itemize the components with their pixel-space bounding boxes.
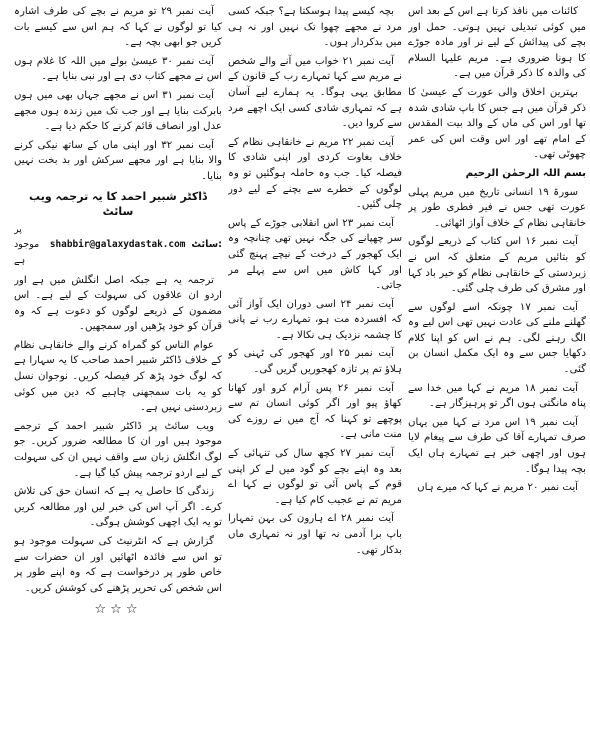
paragraph: بچہ کیسے پیدا ہوسکتا ہے؟ جبکہ کسی مرد نے مجھے چھوا تک نہیں اور نہ ہی میں بدکردار ہوں۔ [228,6,402,49]
column-left [14,4,222,754]
website-line [14,222,222,269]
paragraph: ترجمہ یہ ہے جبکہ اصل انگلش میں ہے اور اردو ان علاقوں کی سہولت کے لیے ہے۔ اس مضمون کے ذریعے لوگوں کو دعوت ہے کہ وہ قرآن کو خود پڑھیں اور سمجھیں۔ [14,274,222,333]
paragraph: زندگی کا حاصل یہ ہے کہ انسان حق کی تلاش کرے۔ اگر آپ اس کی خبر لیں اور مطالعہ کریں تو یہ ایک اچھی کوشش ہوگی۔ [14,486,222,529]
paragraph: سورۃ ۱۹ انسانی تاریخ میں مریم پہلی عورت تھی جس نے فیر فطری طور پر خانقاہی نظام کے خلاف آواز اٹھائی۔ [408,186,586,229]
paragraph: کائنات میں نافذ کرتا ہے اس کے بعد اس میں کوئی تبدیلی نہیں ہوتی۔ حمل اور بچے کی پیدائش کے لیے نر اور مادہ جوڑے کا ہونا ضروری ہے۔ مریم علیہا السلام کی والدہ کا ذکر قرآن میں ہے۔ [408,6,586,80]
verse-paragraph: آیت نمبر ۱۶ اس کتاب کے ذریعے لوگوں کو بتائیں مریم کے متعلق کہ اس نے زبردستی کے خانقاہی نظام کو خیر باد کہا اور مشرق کی طرف چلی گئی۔ [408,236,586,295]
paragraph: گزارش ہے کہ انٹرنیٹ کی سہولت موجود ہو تو اس سے فائدہ اٹھائیں اور ان حضرات سے خاص طور پر درخواست ہے کہ وہ اپنے طور پر اس شخص کی تحریر پڑھنے کی کوشش کریں۔ [14,536,222,594]
verse-paragraph: آیت نمبر ۲۶ پس آرام کرو اور کھانا کھاؤ پیو اور اگر کوئی انسان تم سے پوچھے تو کہنا کہ آج میں نے روزے کی منت مانی ہے۔ [228,382,402,441]
verse-paragraph: آیت نمبر ۲۰ مریم نے کہا کہ میرے ہاں [417,482,578,494]
verse-paragraph: آیت نمبر ۳۰ عیسیٰ بولے میں اللہ کا غلام ہوں اس نے مجھے کتاب دی ہے اور نبی بنایا ہے۔ [14,55,222,83]
verse-paragraph: آیت نمبر ۲۳ اس انقلابی جوڑے کے پاس سر چھپانے کی جگہ نہیں تھی چنانچہ وہ ایک کھجور کے درخت کے نیچے پہنچ گئی اور کہا کاش میں اس سے پہلے مر جاتی۔ [228,217,402,292]
column-middle [228,4,402,754]
paragraph: عوام الناس کو گمراہ کرنے والے خانقاہی نظام کے خلاف ڈاکٹر شبیر احمد صاحب کا یہ سہارا ہے کہ لوگ خود پڑھ کر فیصلہ کریں۔ نوجوان نسل کو یہ بات سمجھنی چاہیے کہ دین میں کوئی زبردستی نہیں ہے۔ [14,339,222,414]
paragraph: بہترین اخلاق والی عورت کے عیسیٰ کا ذکر قرآن میں ہے جس کا باپ شادی شدہ تھا اور اس کی ماں کے والد بیت المقدس کے امام تھے اور اس وقت اس کی عمر چھوٹی تھی۔ [408,86,586,161]
verse-paragraph: آیت نمبر ۳۲ اور اپنی ماں کے ساتھ نیکی کرنے والا بنایا ہے اور مجھے سرکش اور بد بخت نہیں بنایا۔ [14,139,222,182]
translator-credit: ڈاکٹر شبیر احمد کا یہ ترجمہ ویب سائٹ [29,189,207,219]
column-right [408,4,586,754]
verse-paragraph: آیت نمبر ۲۹ تو مریم نے بچے کی طرف اشارہ کیا تو لوگوں نے کہا کہ ہم اس سے کیسے بات کریں جو ابھی بچہ ہے۔ [14,6,222,49]
verse-paragraph: آیت نمبر ۱۸ مریم نے کہا میں خدا سے پناہ مانگتی ہوں اگر تو پرہیزگار ہے۔ [408,382,586,410]
verse-paragraph: آیت نمبر ۲۲ مریم نے خانقاہی نظام کے خلاف بغاوت کردی اور اپنی شادی کا فیصلہ کیا۔ جب وہ حاملہ ہوگئیں تو وہ لوگوں کے خطرے سے بچنے کے لیے دور چلی گئیں۔ [228,136,402,211]
bismillah-heading: بسم اللہ الرحمٰن الرحیم [465,167,586,179]
verse-paragraph: آیت نمبر ۲۸ اے ہارون کی بہن تمہارا باپ برا آدمی نہ تھا اور نہ تمہاری ماں بدکار تھی۔ [228,513,402,556]
verse-paragraph: آیت نمبر ۲۴ اسی دوران ایک آواز آئی کہ افسردہ مت ہو، تمہارے رب نے پانی کا چشمہ نزدیک ہی نکالا ہے۔ [228,298,402,341]
site-label: سائٹ: [191,239,222,251]
verse-paragraph: آیت نمبر ۳۱ اس نے مجھے جہاں بھی میں ہوں بابرکت بنایا ہے اور جب تک میں زندہ ہوں مجھے عدل اور انصاف قائم کرنے کا حکم دیا ہے۔ [14,89,222,133]
verse-paragraph: آیت نمبر ۱۹ اس مرد نے کہا میں یہاں صرف تمہارے آقا کی طرف سے پیغام لایا ہوں اور اچھی خبر ہے تمہارے ہاں ایک بچہ پیدا ہوگا۔ [408,416,586,475]
site-suffix: پر موجود ہے [14,223,40,266]
verse-paragraph: آیت نمبر ۲۷ کچھ سال کی تنہائی کے بعد وہ اپنے بچے کو گود میں لے کر اپنی قوم کے پاس آئی تو لوگوں نے کہا اے مریم تم نے عجیب کام کیا ہے۔ [228,448,402,506]
star-divider: ☆☆☆ [94,602,142,618]
verse-paragraph: آیت نمبر ۲۱ خواب میں آنے والے شخص نے مریم سے کہا تمہارے رب کے قانون کے مطابق یہی ہوگا۔ یہ ہمارے لیے آسان ہے کہ تمہاری شادی کسی ایک اچھے مرد سے کروا دیں۔ [228,55,402,130]
paragraph: ویب سائٹ پر ڈاکٹر شبیر احمد کے ترجمے موجود ہیں اور ان کا مطالعہ ضرور کریں۔ جو لوگ انگلش زبان سے واقف نہیں ان کی سہولت کے لیے اردو ترجمہ پیش کیا گیا ہے۔ [14,420,222,479]
verse-paragraph: آیت نمبر ۲۵ اور کھجور کی ٹہنی کو ہلاؤ تم پر تازہ کھجوریں گریں گی۔ [228,348,402,376]
verse-paragraph: آیت نمبر ۱۷ چونکہ اسے لوگوں سے گھلنے ملنے کی عادت نہیں تھی اس لیے وہ الگ رہنے لگی۔ ہم نے اس کو اپنا کلام دکھایا جس سے وہ ایک مکمل انسان بن گئی۔ [408,301,586,376]
site-email: shabbir@galaxydastak.com [49,239,186,251]
